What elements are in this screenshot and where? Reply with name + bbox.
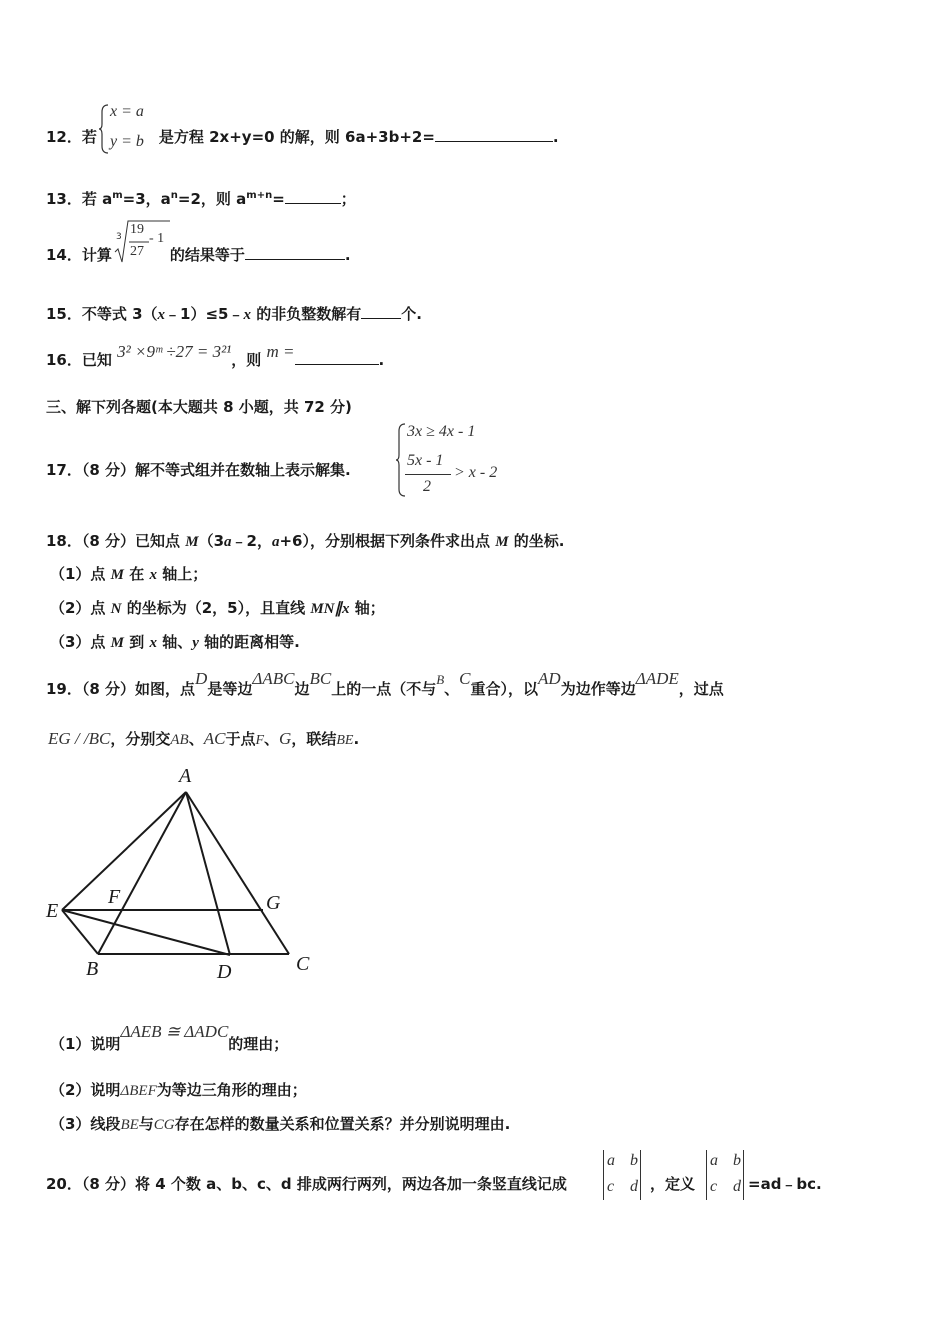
label-B: B (86, 958, 99, 980)
segment-AE (62, 792, 186, 910)
sub-question-2: （2）说明ΔBEF为等边三角形的理由； (50, 1081, 307, 1099)
question-number: 16． (46, 351, 82, 369)
fraction-denominator: 2 (423, 478, 431, 495)
sub-question-2: （2）点 N 的坐标为（2，5），且直线 MN∥x 轴； (50, 599, 385, 617)
inequality-2: > x - 2 (454, 464, 498, 481)
label-C: C (296, 953, 310, 975)
label-G: G (266, 892, 281, 914)
segment-EB (62, 910, 98, 954)
system-line-1: x = a (110, 103, 144, 120)
label-F: F (108, 886, 121, 908)
label-D: D (217, 961, 232, 983)
label-E: E (46, 900, 59, 922)
section-title: 三、解下列各题(本大题共 8 小题，共 72 分) (46, 398, 352, 416)
sub-question-1: （1）说明ΔAEB ≅ ΔADC的理由； (50, 1022, 289, 1053)
question-number: 17． (46, 461, 82, 479)
answer-blank (245, 245, 345, 260)
answer-blank (361, 304, 401, 319)
question-text: 若 (81, 128, 97, 146)
question-number: 20． (46, 1175, 82, 1193)
question-text: 是方程 2x+y=0 的解，则 6a+3b+2= (158, 128, 435, 146)
brace-icon (395, 423, 407, 497)
equation: 3² ×9ᵐ ÷27 = 3²¹ (117, 342, 232, 361)
segment-AB (98, 792, 186, 954)
question-15: 15．不等式 3（x﹣1）≤5﹣x 的非负整数解有 个. (46, 305, 422, 323)
sub-question-3: （3）线段BE与CG存在怎样的数量关系和位置关系？并分别说明理由. (50, 1115, 511, 1133)
question-number: 12． (46, 128, 82, 146)
question-16: 16．已知 3² ×9ᵐ ÷27 = 3²¹，则 m = . (46, 342, 385, 369)
question-number: 15． (46, 305, 82, 323)
inequality-1: 3x ≥ 4x - 1 (407, 423, 476, 440)
determinant-definition: a b c d (706, 1150, 744, 1200)
geometry-figure (40, 760, 330, 990)
question-number: 13． (46, 190, 82, 208)
question-13: 13．若 $a^m=3$，$a^n=2$，则 $a^{m+n}=$ ； (46, 190, 356, 208)
sub-question-1: （1）点 M 在 x 轴上； (50, 565, 208, 583)
answer-blank (435, 127, 553, 142)
fraction-bar (405, 474, 451, 475)
system-line-2: y = b (110, 133, 144, 150)
answer-blank (295, 350, 379, 365)
segment-AC (186, 792, 289, 954)
segment-ED (62, 910, 230, 955)
label-A: A (179, 765, 192, 787)
question-number: 19． (46, 680, 82, 698)
determinant-notation: a b c d (603, 1150, 641, 1200)
segment-AD (186, 792, 230, 955)
fraction-numerator: 5x - 1 (407, 452, 444, 469)
sub-question-3: （3）点 M 到 x 轴、y 轴的距离相等. (50, 633, 300, 651)
answer-blank (285, 189, 341, 204)
question-number: 14． (46, 246, 82, 264)
question-number: 18． (46, 532, 82, 550)
